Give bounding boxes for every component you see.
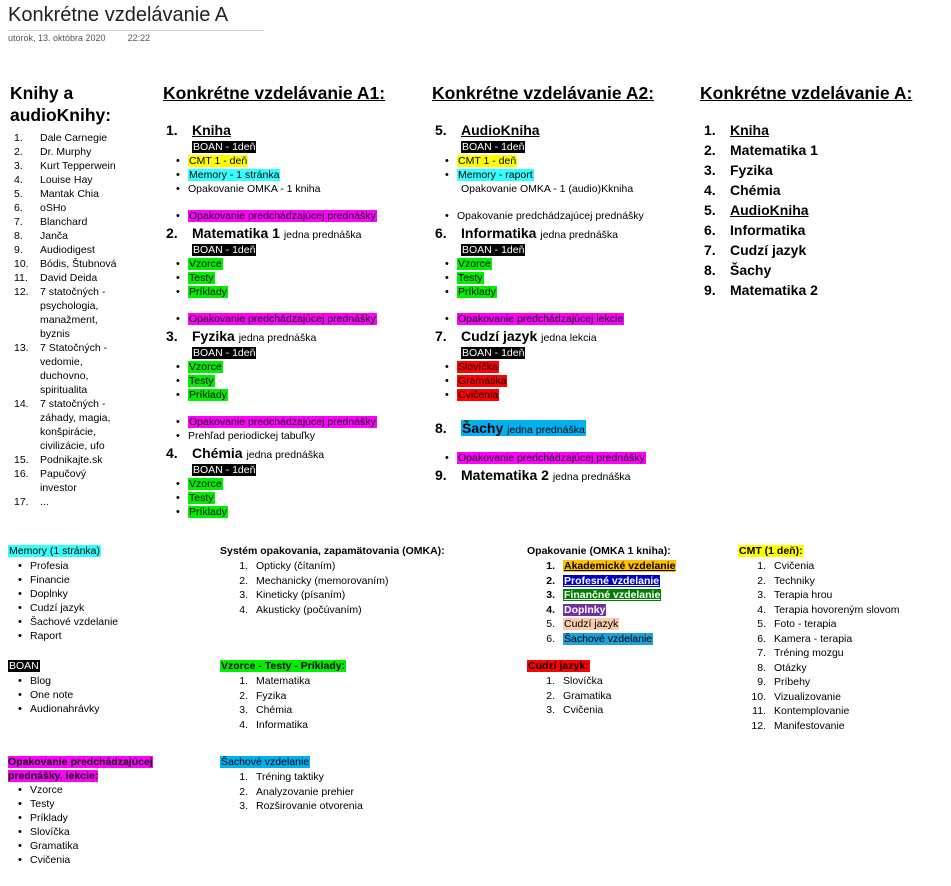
list-label: Informatika [730, 222, 806, 238]
list-item [220, 588, 500, 603]
list-item: • Vzorce [8, 783, 188, 797]
page-date: utorok, 13. októbra 2020 [8, 33, 106, 43]
list-number: 4. [239, 603, 248, 616]
a2-heading: Konkrétne vzdelávanie A2: [432, 83, 655, 103]
list-number: 4. [14, 174, 23, 186]
priklady-badge: Príklady [189, 389, 227, 401]
list-label: ... [40, 496, 49, 508]
list-item: • One note [8, 688, 188, 702]
list-number: 2. [546, 689, 555, 702]
repetition-badge: Opakovanie predchádzajúcej prednášky [189, 313, 376, 325]
list-item: • Blog [8, 674, 188, 688]
a-summary-list [704, 120, 934, 300]
list-item [738, 690, 938, 705]
testy-badge: Testy [189, 492, 214, 504]
boan-heading: BOAN [9, 660, 39, 672]
boan-badge: BOAN - 1deň [193, 244, 256, 256]
list-item [527, 588, 727, 603]
cmt-section [738, 544, 938, 733]
list-number: 7. [704, 242, 716, 258]
boan-badge: BOAN - 1deň [462, 244, 525, 256]
a2-item-matematika2: 9. Matematika 2 jedna prednáška [435, 467, 631, 483]
list-label: Terapia hovoreným slovom [774, 603, 900, 616]
repetition-heading: Opakovanie predchádzajúcej prednášky, lekcie: [8, 756, 153, 782]
list-item [738, 574, 938, 589]
list-item [10, 215, 150, 229]
repetition-text: Opakovanie predchádzajúcej prednášky [457, 210, 644, 222]
lang-heading: Cudzí jazyk: [528, 660, 589, 672]
list-label: Podnikajte.sk [40, 454, 103, 466]
list-label: Kontemplovanie [774, 705, 850, 717]
memory-badge: Memory - raport [458, 169, 533, 181]
list-label: Janča [40, 230, 69, 242]
list-number: 4. [239, 718, 248, 731]
list-label: Šachové vzdelanie [564, 632, 653, 645]
list-number: 6. [14, 202, 23, 214]
cmt-heading: CMT (1 deň): [739, 545, 803, 557]
list-label: Papučový [40, 468, 87, 480]
list-label-continued: psychologia, [40, 300, 99, 312]
list-label: Matematika [256, 675, 311, 687]
list-item [220, 799, 500, 814]
list-item [220, 689, 500, 704]
list-label: Mantak Chia [40, 188, 99, 200]
list-item [527, 674, 727, 689]
list-label: oSHo [40, 202, 67, 214]
list-item [738, 617, 938, 632]
a2-item-cudzi-jazyk: 7. Cudzí jazyk jedna lekcia [435, 328, 597, 344]
list-item [10, 229, 150, 243]
list-item: • Audionahrávky [8, 702, 188, 716]
list-item [527, 632, 727, 647]
page-time: 22:22 [127, 33, 151, 43]
list-number: 3. [239, 800, 248, 812]
list-label: Mechanicky (memorovaním) [256, 574, 389, 587]
lang-list [527, 674, 727, 718]
a2-section [435, 120, 695, 485]
list-label-continued: vedomie, [40, 356, 83, 368]
list-number: 1. [757, 560, 766, 572]
a-summary-item [704, 200, 934, 220]
vtp-list [220, 674, 500, 732]
list-number: 3. [704, 162, 716, 178]
list-item [10, 173, 150, 187]
cmt-list [738, 559, 938, 733]
repetition-section [8, 755, 188, 867]
omka-book-heading: Opakovanie (OMKA 1 kniha): [527, 545, 671, 557]
list-label: Cudzí jazyk [730, 242, 807, 258]
books-heading: Knihy a audioKnihy: [10, 83, 112, 125]
list-item [220, 603, 500, 618]
a1-item-chemia: 4. Chémia jedna prednáška [166, 445, 325, 461]
list-number: 6. [546, 632, 555, 645]
list-item [738, 704, 938, 719]
list-label: Vizualizovanie [774, 690, 841, 703]
list-number: 9. [14, 244, 23, 256]
memory-list [8, 559, 188, 643]
list-item [527, 689, 727, 704]
list-label: Terapia hrou [774, 589, 833, 601]
list-number: 4. [546, 603, 555, 616]
list-number: 3. [757, 589, 766, 601]
list-label-continued: civilizácie, ufo [40, 440, 105, 452]
list-item [220, 718, 500, 733]
list-number: 3. [546, 704, 555, 716]
list-item [10, 145, 150, 159]
list-item [10, 187, 150, 201]
list-number: 2. [546, 574, 555, 587]
chess-heading: Šachové vzdelanie [221, 756, 310, 768]
list-label: Chémia [256, 704, 293, 716]
list-label: Dale Carnegie [40, 132, 108, 144]
list-item [10, 257, 150, 271]
list-label: Dr. Murphy [40, 146, 92, 158]
slovicka-badge: Slovíčka [458, 361, 498, 373]
list-item [738, 632, 938, 647]
vtp-section [220, 659, 500, 732]
a2-item-informatika: 6. Informatika jedna prednáška [435, 225, 619, 241]
list-number: 4. [757, 603, 766, 616]
list-label: Tréning taktiky [256, 771, 324, 783]
list-item: • Slovíčka [8, 825, 188, 839]
list-number: 17. [14, 496, 29, 508]
list-number: 8. [757, 661, 766, 674]
list-number: 2. [239, 574, 248, 587]
list-number: 5. [14, 188, 23, 200]
list-item [220, 785, 500, 800]
a-summary-item [704, 220, 934, 240]
list-item [10, 243, 150, 257]
omka-text: Opakovanie OMKA - 1 (audio)Kkniha [461, 183, 634, 195]
list-item [10, 341, 150, 355]
a1-section [166, 120, 426, 519]
list-item: • Cvičenia [8, 853, 188, 867]
list-item [10, 453, 150, 467]
list-number: 1. [704, 122, 716, 138]
list-label: Akademické vzdelanie [564, 560, 676, 572]
list-item [527, 559, 727, 574]
list-item [527, 603, 727, 618]
a-summary-item [704, 120, 934, 140]
list-number: 3. [546, 589, 555, 601]
list-label: Analyzovanie prehier [256, 785, 355, 798]
list-item: • Raport [8, 629, 188, 643]
list-number: 16. [14, 468, 29, 480]
priklady-badge: Príklady [189, 506, 227, 518]
list-number: 1. [239, 675, 248, 687]
list-label: Blanchard [40, 216, 88, 228]
list-number: 7. [14, 216, 23, 228]
list-label: Cvičenia [563, 704, 604, 716]
memory-badge: Memory - 1 stránka [189, 169, 280, 181]
omka-book-list [527, 559, 727, 646]
memory-heading: Memory (1 stránka) [9, 545, 101, 557]
list-number: 2. [239, 785, 248, 798]
list-number: 8. [704, 262, 716, 278]
a1-item-kniha: 1. Kniha [166, 122, 231, 138]
a1-item-matematika1: 2. Matematika 1 jedna prednáška [166, 225, 362, 241]
list-item [220, 770, 500, 785]
list-number: 9. [757, 676, 766, 688]
books-list [10, 131, 150, 509]
vzorce-badge: Vzorce [458, 258, 491, 270]
list-item: • Testy [8, 797, 188, 811]
list-label: Rozširovanie otvorenia [256, 800, 363, 812]
list-label-continued: duchovno, [40, 370, 89, 382]
list-item [738, 646, 938, 661]
repetition-badge: Opakovanie predchádzajúcej prednášky [458, 452, 645, 464]
priklady-badge: Príklady [189, 286, 227, 298]
list-number: 12. [14, 286, 29, 298]
list-label: Kniha [730, 122, 769, 138]
list-item: • Financie [8, 573, 188, 587]
list-item [10, 467, 150, 481]
repetition-badge: Opakovanie predchádzajúcej prednášky [189, 210, 376, 222]
list-label: 7 statočných - [40, 398, 106, 410]
a-summary-item [704, 240, 934, 260]
list-label: Bódis, Štubnová [40, 258, 117, 270]
list-item [738, 588, 938, 603]
periodic-text: Prehľad periodickej tabuľky [188, 430, 315, 442]
list-item [220, 703, 500, 718]
list-item: • Doplnky [8, 587, 188, 601]
vtp-heading: Vzorce - Testy - Príklady: [221, 660, 346, 672]
list-number: 3. [239, 589, 248, 601]
list-label: Fyzika [730, 162, 773, 178]
testy-badge: Testy [189, 272, 214, 284]
cmt-badge: CMT 1 - deň [189, 155, 248, 167]
list-item [10, 201, 150, 215]
list-number: 2. [704, 142, 716, 158]
list-label-continued: manažment, [40, 314, 98, 326]
omka-text: Opakovanie OMKA - 1 kniha [188, 183, 321, 195]
page-title: Konkrétne vzdelávanie A [8, 4, 229, 26]
repetition-badge: Opakovanie predchádzajúcej lekcie [458, 313, 624, 325]
list-label: 7 statočných - [40, 286, 106, 298]
list-number: 15. [14, 454, 29, 466]
omka-book-section [527, 544, 727, 646]
list-item [10, 131, 150, 145]
list-label: Profesné vzdelanie [564, 574, 660, 587]
list-label: Matematika 2 [730, 282, 818, 298]
testy-badge: Testy [458, 272, 483, 284]
list-label: Otázky [774, 661, 807, 674]
boan-badge: BOAN - 1deň [462, 347, 525, 359]
list-item [738, 603, 938, 618]
priklady-badge: Príklady [458, 286, 496, 298]
list-label: AudioKniha [730, 202, 809, 218]
list-number: 11. [752, 705, 766, 717]
list-label-continued: záhady, magia, [40, 412, 111, 424]
list-label-continued: konšpirácie, [40, 426, 97, 438]
list-label: Matematika 1 [730, 142, 818, 158]
a-heading: Konkrétne vzdelávanie A: [700, 83, 913, 103]
list-label: Informatika [256, 718, 308, 731]
page-meta [8, 33, 150, 43]
list-number: 3. [239, 704, 248, 716]
list-item [527, 703, 727, 718]
list-label: Gramatika [563, 689, 612, 702]
list-label: Kurt Tepperwein [40, 160, 116, 172]
list-number: 1. [239, 771, 248, 783]
list-number: 6. [757, 632, 766, 645]
list-number: 5. [757, 618, 766, 630]
list-label: Cudzí jazyk [564, 618, 619, 630]
list-item: • Cudzí jazyk [8, 601, 188, 615]
a-summary-item [704, 180, 934, 200]
gramatika-badge: Gramatika [458, 375, 507, 387]
list-number: 9. [704, 282, 716, 298]
list-item [220, 559, 500, 574]
list-label: 7 Statočných - [40, 342, 108, 354]
list-item [10, 285, 150, 299]
list-label: Akusticky (počúvaním) [256, 603, 362, 616]
list-number: 5. [704, 202, 716, 218]
list-item [220, 674, 500, 689]
list-item [527, 617, 727, 632]
list-number: 5. [546, 618, 555, 630]
list-label: David Deida [40, 272, 98, 284]
boan-section [8, 659, 188, 716]
list-item [738, 661, 938, 676]
list-label-continued: spiritualita [40, 384, 88, 396]
list-label: Chémia [730, 182, 781, 198]
list-item [10, 495, 150, 509]
list-label-continued: investor [40, 482, 77, 494]
list-label-continued: byznis [40, 328, 70, 340]
books-section [10, 82, 150, 509]
a1-item-fyzika: 3. Fyzika jedna prednáška [166, 328, 317, 344]
vzorce-badge: Vzorce [189, 258, 222, 270]
a2-item-sachy: 8. Šachy jedna prednáška [435, 420, 585, 436]
repetition-badge: Opakovanie predchádzajúcej prednášky [189, 416, 376, 428]
list-number: 13. [14, 342, 29, 354]
list-number: 3. [14, 160, 23, 172]
list-item: • Gramatika [8, 839, 188, 853]
list-item [527, 574, 727, 589]
list-number: 10. [14, 258, 29, 270]
list-item [738, 559, 938, 574]
a1-heading: Konkrétne vzdelávanie A1: [163, 83, 386, 103]
omka-section [220, 544, 500, 617]
list-number: 1. [546, 675, 555, 687]
list-label: Príbehy [774, 676, 811, 688]
list-label: Manifestovanie [774, 719, 845, 732]
lang-section [527, 659, 727, 718]
list-number: 11. [14, 272, 28, 284]
repetition-list [8, 783, 188, 867]
list-item: • Príklady [8, 811, 188, 825]
list-label: Cvičenia [774, 560, 815, 572]
vzorce-badge: Vzorce [189, 478, 222, 490]
a2-item-audiokniha: 5. AudioKniha [435, 122, 540, 138]
list-number: 2. [757, 574, 766, 587]
list-number: 12. [751, 719, 766, 732]
boan-list [8, 674, 188, 716]
list-label: Doplnky [564, 603, 606, 616]
list-item [738, 675, 938, 690]
list-number: 8. [14, 230, 23, 242]
boan-badge: BOAN - 1deň [462, 141, 525, 153]
list-number: 1. [239, 560, 248, 572]
list-label: Louise Hay [40, 174, 93, 186]
list-item [10, 159, 150, 173]
list-label: Kineticky (písaním) [256, 589, 346, 601]
cvicenia-badge: Cvičenia [458, 389, 499, 401]
memory-section [8, 544, 188, 643]
list-label: Šachy [730, 262, 772, 278]
list-number: 7. [757, 647, 766, 659]
list-label: Techniky [774, 574, 815, 587]
list-number: 2. [239, 689, 248, 702]
omka-heading: Systém opakovania, zapamätovania (OMKA): [220, 545, 445, 557]
list-label: Fyzika [256, 689, 287, 702]
list-number: 6. [704, 222, 716, 238]
boan-badge: BOAN - 1deň [193, 141, 256, 153]
list-label: Slovíčka [563, 675, 603, 687]
cmt-badge: CMT 1 - deň [458, 155, 517, 167]
vzorce-badge: Vzorce [189, 361, 222, 373]
list-number: 2. [14, 146, 23, 158]
a-summary-item [704, 160, 934, 180]
list-item [220, 574, 500, 589]
list-label: Kamera - terapia [774, 632, 853, 645]
omka-list [220, 559, 500, 617]
list-label: Opticky (čítaním) [256, 560, 336, 572]
list-label: Foto - terapia [774, 618, 837, 630]
list-number: 1. [546, 560, 555, 572]
list-item [10, 271, 150, 285]
boan-badge: BOAN - 1deň [193, 347, 256, 359]
testy-badge: Testy [189, 375, 214, 387]
title-divider [8, 30, 264, 31]
a-summary-item [704, 260, 934, 280]
chess-section [220, 755, 500, 814]
list-label: Tréning mozgu [774, 647, 844, 659]
list-item [10, 397, 150, 411]
list-item: • Šachové vzdelanie [8, 615, 188, 629]
a-summary-item [704, 280, 934, 300]
list-number: 14. [14, 398, 29, 410]
list-number: 4. [704, 182, 716, 198]
list-label: Audiodigest [40, 244, 95, 256]
a-summary-item [704, 140, 934, 160]
list-item: • Profesia [8, 559, 188, 573]
list-number: 1. [14, 132, 23, 144]
chess-list [220, 770, 500, 814]
list-item [738, 719, 938, 734]
boan-badge: BOAN - 1deň [193, 464, 256, 476]
list-number: 10. [751, 690, 766, 703]
list-label: Finančné vzdelanie [564, 589, 661, 601]
